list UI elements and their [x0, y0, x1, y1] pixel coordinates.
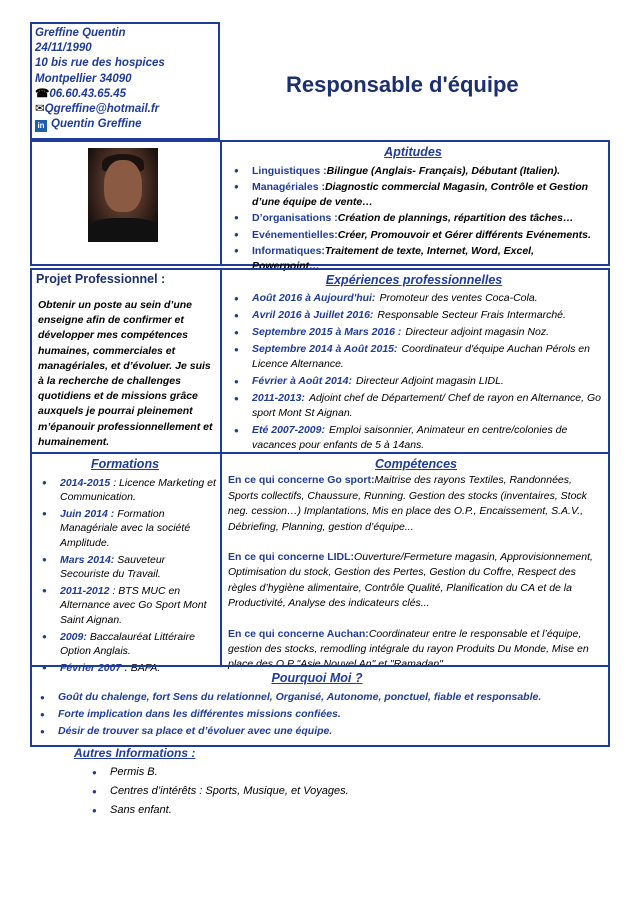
formation-item — [34, 630, 216, 659]
competence-label: En ce qui concerne Auchan: — [228, 627, 369, 640]
projet-title: Projet Professionnel : — [36, 272, 166, 286]
aptitudes-title: Aptitudes — [384, 145, 442, 159]
phone-line — [35, 87, 215, 102]
experience-text: Emploi saisonnier, Animateur en centre/colonies de vacances pour enfants de 5 à 14ans. — [252, 424, 568, 451]
experiences-list — [226, 291, 602, 453]
aptitude-text: Création de plannings, répartition des tâches… — [337, 212, 574, 224]
experience-text: Responsable Secteur Frais Intermarché. — [377, 309, 566, 321]
aptitude-label: Informatiques: — [252, 245, 325, 257]
experience-item — [226, 325, 602, 340]
experiences-title: Expériences professionnelles — [325, 273, 503, 287]
candidate-photo — [88, 148, 158, 242]
formation-date: 2014-2015 — [60, 476, 111, 489]
pourquoi-item: ● Forte implication dans les différentes missions confiées. — [32, 706, 602, 723]
linkedin-name[interactable]: Quentin Greffine — [51, 118, 142, 131]
experience-item — [226, 342, 602, 372]
formations-title: Formations — [90, 457, 160, 471]
aptitude-item — [226, 228, 600, 243]
pourquoi-section — [30, 665, 610, 747]
experience-date: 2011-2013: — [252, 392, 305, 404]
aptitude-item — [226, 164, 600, 179]
formation-text: Baccalauréat Littéraire Option Anglais. — [60, 630, 195, 658]
competence-text: Coordinateur entre le responsable et l’équipe, gestion des stocks, remodling intégrale du rayon Produits Du Monde, Mise en place des O.P "Asie Nouvel An" et "Ramadan"… — [228, 627, 589, 671]
autres-item: ● Permis B. — [84, 763, 594, 782]
competences-title: Compétences — [375, 457, 457, 471]
aptitude-label: Evénementielles: — [252, 228, 338, 241]
formations-list — [34, 476, 216, 676]
formation-date: 2009: — [60, 630, 87, 643]
experiences-section — [220, 268, 610, 454]
experience-text: Directeur adjoint magasin Noz. — [405, 326, 549, 338]
competence-text: Maitrise des rayons Textiles, Randonnées, Sports collectifs, Chaussure, Running. Gestion des stocks (inventaires, Stock neg. cession…) Implantations, Mis en place des O.P., Encaissement, S.A.V., Débriefing, Planning, gestion d’équipe... — [228, 474, 587, 533]
phone-number: 06.60.43.65.45 — [49, 87, 127, 100]
experience-item — [226, 291, 602, 306]
formation-item — [34, 553, 216, 582]
competence-block — [228, 473, 604, 535]
autres-section — [74, 744, 594, 820]
formation-item — [34, 584, 216, 628]
aptitude-text: Créer, Promouvoir et Gérer différents Evénements. — [337, 228, 591, 241]
formation-text: BAFA. — [130, 661, 161, 674]
birthdate: 24/11/1990 — [35, 42, 92, 55]
aptitude-item — [226, 211, 600, 226]
experience-date: Avril 2016 à Juillet 2016: — [252, 309, 374, 321]
aptitudes-section — [220, 140, 610, 272]
email-address[interactable]: Qgreffine@hotmail.fr — [44, 103, 160, 116]
pourquoi-item: ● Désir de trouver sa place et d’évoluer avec une équipe. — [32, 723, 602, 740]
phone-icon: ☎ — [35, 87, 50, 100]
pourquoi-item: ● Goût du chalenge, fort Sens du relationnel, Organisé, Autonome, ponctuel, fiable et responsable. — [32, 689, 602, 706]
formations-section — [30, 452, 222, 674]
aptitude-text: Bilingue (Anglais- Français), Débutant (Italien). — [326, 164, 561, 177]
experience-text: Promoteur des ventes Coca-Cola. — [379, 292, 538, 304]
experience-item — [226, 308, 602, 323]
formation-text: : Licence Marketing et Communication. — [60, 476, 216, 504]
email-line[interactable] — [35, 102, 215, 117]
linkedin-line[interactable] — [35, 117, 215, 132]
competence-label: En ce qui concerne LIDL: — [228, 551, 355, 564]
formation-item — [34, 476, 216, 505]
competence-text: Ouverture/Fermeture magasin, Approvisionnement, Optimisation du stock, Gestion des Pertes, Gestion du Coffre, Respect des règles d’hygiène alimentaire, Contrôle Qualité, Planification du CA et de la Productivité, Analyse des indicateurs clés... — [228, 551, 593, 610]
formation-text: Sauveteur Secouriste du Travail. — [60, 553, 166, 581]
experience-text: Adjoint chef de Département/ Chef de rayon en Alternance, Go sport Mont St Aignan. — [252, 392, 601, 419]
formation-item — [34, 507, 216, 551]
projet-text: Obtenir un poste au sein d’une enseigne afin de confirmer et développer mes compétences humaines, commerciales et managériales, et d’évoluer. Je suis à la recherche de challenges quotidiens et de missions grâce auxquels je pourrai pleinement m’épanouir professionnellement et humainement. — [38, 299, 213, 448]
aptitude-text: Traitement de texte, Internet, Word, Excel, Powerpoint… — [252, 245, 535, 272]
experience-date: Septembre 2015 à Mars 2016 : — [252, 326, 402, 338]
contact-box — [30, 22, 220, 140]
aptitude-item — [226, 180, 600, 209]
autres-title: Autres Informations : — [74, 746, 196, 760]
formation-date: 2011-2012 — [60, 584, 110, 597]
competences-blocks — [228, 473, 604, 672]
experience-text: Coordinateur d'équipe Auchan Pérols en Licence Alternance. — [252, 343, 590, 370]
experience-date: Septembre 2014 à Août 2015: — [252, 343, 398, 355]
projet-section — [30, 268, 222, 454]
pourquoi-title: Pourquoi Moi ? — [271, 671, 363, 685]
experience-item — [226, 391, 602, 421]
aptitudes-list — [226, 164, 600, 274]
job-title: Responsable d'équipe — [286, 72, 519, 97]
competence-block — [228, 550, 604, 612]
pourquoi-list — [32, 689, 602, 740]
aptitude-text: Diagnostic commercial Magasin, Contrôle et Gestion d’une équipe de vente… — [252, 181, 589, 208]
aptitude-label: Managériales : — [252, 181, 325, 193]
experience-date: Février à Août 2014: — [252, 375, 352, 387]
experience-date: Août 2016 à Aujourd'hui: — [252, 292, 376, 304]
autres-list — [84, 763, 594, 820]
candidate-name: Greffine Quentin — [35, 27, 126, 39]
formation-text: : BTS MUC en Alternance avec Go Sport Mont Saint Aignan. — [60, 584, 207, 626]
experience-date: Eté 2007-2009: — [252, 424, 325, 436]
experience-item — [226, 374, 602, 389]
aptitude-label: D’organisations : — [252, 212, 338, 224]
autres-item: ● Centres d’intérêts : Sports, Musique, et Voyages. — [84, 782, 594, 801]
formation-text: Formation Managériale avec la société Amplitude. — [60, 507, 191, 549]
formation-date: Juin 2014 : — [60, 507, 115, 520]
competence-label: En ce qui concerne Go sport: — [228, 474, 375, 487]
street-address: 10 bis rue des hospices — [35, 57, 165, 70]
envelope-icon: ✉ — [35, 103, 45, 116]
autres-item: ● Sans enfant. — [84, 801, 594, 820]
competences-section — [220, 452, 610, 671]
linkedin-icon: in — [35, 120, 47, 132]
experience-text: Directeur Adjoint magasin LIDL. — [356, 375, 504, 387]
city-address: Montpellier 34090 — [35, 72, 132, 85]
experience-item — [226, 423, 602, 453]
aptitude-label: Linguistiques : — [252, 164, 327, 177]
formation-date: Mars 2014: — [60, 553, 115, 566]
formation-date: Février 2007 : — [60, 661, 128, 674]
